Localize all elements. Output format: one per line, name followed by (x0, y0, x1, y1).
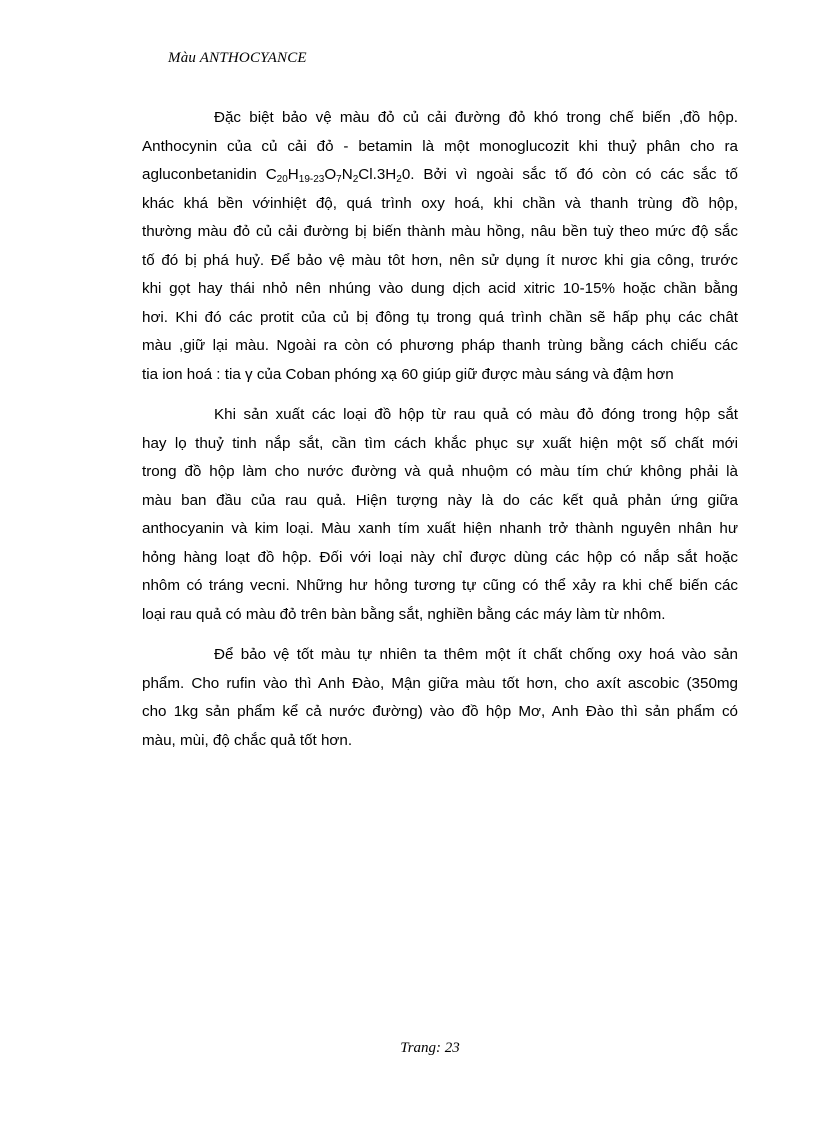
text-line: màu ban đầu của rau quả. Hiện tượng này là do các kết quả phản ứng giữa (142, 491, 738, 509)
document-body (142, 104, 738, 767)
page-header: Màu ANTHOCYANCE (168, 50, 307, 66)
text-line: cho 1kg sản phẩm kể cả nước đường) vào đồ hộp Mơ, Anh Đào thì sản phẩm có (142, 703, 738, 720)
text-line: anthocyanin và kim loại. Màu xanh tím xuất hiện nhanh trở thành nguyên nhân hư (142, 520, 738, 537)
paragraph-3 (142, 641, 738, 755)
formula-line (142, 161, 738, 190)
text-line: màu ,giữ lại màu. Ngoài ra còn có phương pháp thanh trùng bằng cách chiếu các (142, 337, 738, 354)
text-line: nhôm có tráng vecni. Những hư hỏng tương tự cũng có thể xảy ra khi chế biến các (142, 577, 738, 594)
text-line: Anthocynin của củ cải đỏ - betamin là một monoglucozit khi thuỷ phân cho ra (142, 137, 738, 155)
text-line: hơi. Khi đó các protit của củ bị đông tụ trong quá trình chần sẽ hấp phụ các chât (142, 308, 738, 326)
text-line: thường màu đỏ củ cải đường bị biến thành màu hồng, nâu bền tuỳ theo mức độ sắc (142, 223, 738, 240)
text-segment: agluconbetanidin (142, 166, 266, 183)
chemical-formula: $C_{20}H_{19-23}O_7N_2Cl.3H_20$. (265, 166, 415, 185)
paragraph-1 (142, 104, 738, 389)
page-number: Trang: 23 (400, 1040, 460, 1056)
text-line: trong đồ hộp làm cho nước đường và quả nhuộm có màu tím chứ không phải là (142, 463, 738, 480)
text-line: loại rau quả có màu đỏ trên bàn bằng sắt, nghiền bằng các máy làm từ nhôm. (142, 605, 666, 623)
text-line: hỏng hàng loạt đồ hộp. Đối với loại này chỉ được dùng các hộp có nắp sắt hoặc (142, 548, 738, 566)
text-segment: Bởi vì ngoài sắc tố đó còn có các sắc tố (414, 166, 738, 183)
text-line: Khi sản xuất các loại đồ hộp từ rau quả có màu đỏ đóng trong hộp sắt (214, 406, 738, 423)
text-line: Đặc biệt bảo vệ màu đỏ củ cải đường đỏ khó trong chế biến ,đồ hộp. (214, 109, 738, 126)
paragraph-2 (142, 401, 738, 629)
text-line: khác khá bền vớinhiệt độ, quá trình oxy hoá, khi chần và thanh trùng đồ hộp, (142, 194, 738, 212)
text-line: Để bảo vệ tốt màu tự nhiên ta thêm một ít chất chống oxy hoá vào sản (214, 646, 738, 663)
text-line: tố đó bị phá huỷ. Để bảo vệ màu tôt hơn, nên sử dụng ít nươc khi gia công, trước (142, 251, 738, 269)
text-line: phẩm. Cho rufin vào thì Anh Đào, Mận giữa màu tốt hơn, cho axít ascobic (350mg (142, 674, 738, 692)
text-line: tia ion hoá : tia γ của Coban phóng xạ 60 giúp giữ được màu sáng và đậm hơn (142, 365, 674, 383)
text-line: hay lọ thuỷ tinh nắp sắt, cần tìm cách khắc phục sự xuất hiện một số chất mới (142, 434, 738, 452)
text-line: màu, mùi, độ chắc quả tốt hơn. (142, 731, 353, 749)
text-line: khi gọt hay thái nhỏ nên nhúng vào dung dịch acid xitric 10-15% hoặc chần bằng (142, 280, 738, 297)
